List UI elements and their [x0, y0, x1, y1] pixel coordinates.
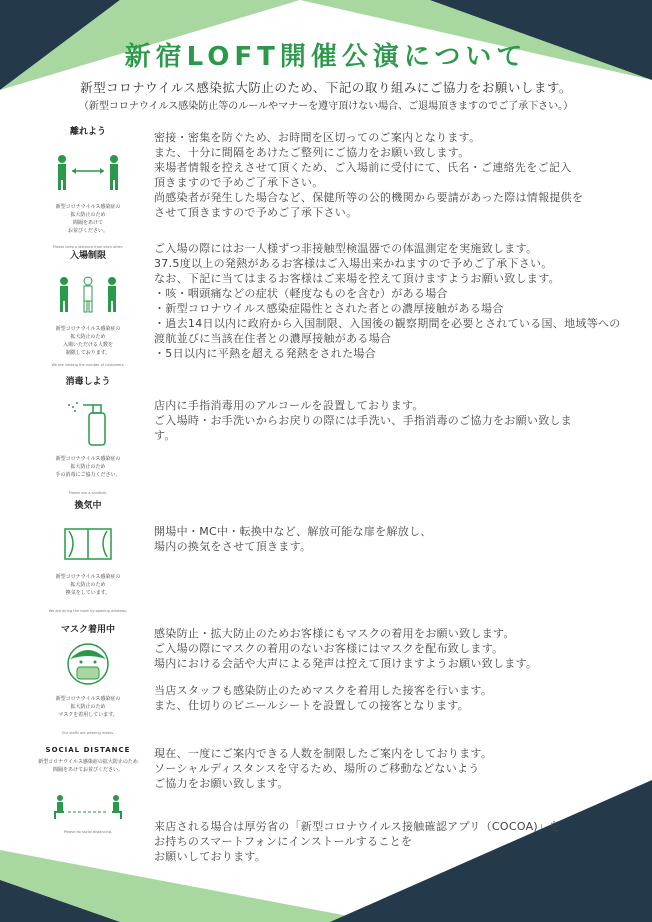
sanitizer-icon: [63, 395, 113, 447]
section-label: 消毒しよう: [65, 377, 111, 387]
section-label: 入場制限: [69, 251, 106, 261]
section-label: マスク着用中: [60, 625, 115, 635]
distance-icon: [48, 151, 128, 195]
page-title: 新宿LOFT開催公演について: [124, 42, 528, 72]
mask-icon: [65, 641, 111, 687]
section-label: 換気中: [74, 501, 102, 511]
sublead-text: （新型コロナウイルス感染防止等のルールやマナーを遵守頂けない場合、ご退場頂きますのでご了承下さい。）: [78, 101, 574, 112]
entry-limit-icon: [53, 275, 123, 315]
social-distance-icon: [48, 794, 128, 820]
lead-text: 新型コロナウイルス感染拡大防止のため、下記の取り組みにご協力をお願いします。: [80, 80, 572, 95]
section-label: SOCIAL DISTANCE: [45, 746, 131, 754]
window-icon: [63, 527, 113, 561]
section-label: 離れよう: [69, 127, 106, 137]
